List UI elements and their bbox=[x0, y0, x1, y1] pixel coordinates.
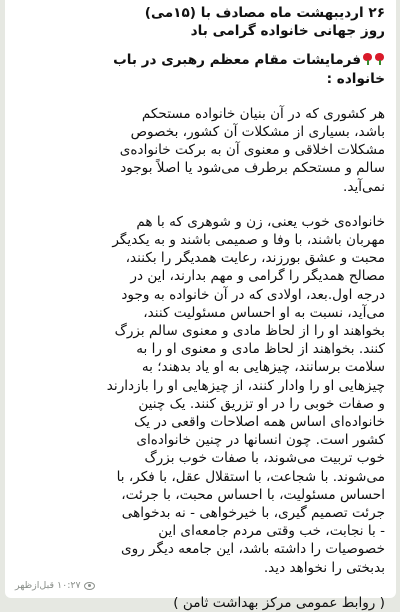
source-footer: ( روابط عمومی مرکز بهداشت ثامن ) bbox=[173, 594, 385, 611]
paragraph-line: - با نجابت، خب وقتی مردم جامعه‌ای این bbox=[158, 523, 385, 540]
eye-icon bbox=[84, 582, 95, 590]
paragraph-line: خانواده‌ی خوب یعنی، زن و شوهری که با هم bbox=[136, 213, 385, 230]
paragraph-line: سلامت برسانند، چیزهایی به او یاد بدهند؛ به bbox=[141, 359, 385, 376]
rose-icon bbox=[374, 53, 385, 65]
paragraph-line: چیزهایی او را وادار کنند، از چیزهایی او را بازدارند bbox=[106, 377, 385, 394]
paragraph-line: مصالح همدیگر را گرامی و مهم بدارند، این در bbox=[130, 268, 385, 285]
paragraph-line: احساس مسئولیت، با احساس محبت، با جرئت، bbox=[121, 486, 385, 503]
paragraph-line: سالم و مستحکم برطرف می‌شود یا اصلاً بوجود bbox=[120, 160, 385, 177]
paragraph-line: محبت و عشق بورزند، رعایت همدیگر را بکنند، bbox=[125, 250, 385, 267]
paragraph-line: بخواهند او را از لحاظ مادی و معنوی سالم بزرگ bbox=[114, 323, 385, 340]
paragraph-line: خانواده‌ای اساس همه اصلاحات واقعی در یک bbox=[134, 414, 385, 431]
rose-icon bbox=[362, 53, 373, 65]
paragraph-line: کشور است. چون انسانها در چنین خانواده‌ای bbox=[136, 432, 385, 449]
paragraph-line: و صفات خوبی را در او تزریق کنند. یک چنین bbox=[138, 395, 385, 412]
paragraph-line: جرئت تصمیم گیری، با خیرخواهی - نه بدخواهی bbox=[121, 505, 385, 522]
paragraph-1 bbox=[14, 105, 385, 196]
quote-title-line-2: خانواده : bbox=[326, 70, 385, 87]
header-line-date: ۲۶ اردیبهشت ماه مصادف با (۱۵می) bbox=[144, 5, 385, 21]
paragraph-line: خصوصیات را داشته باشد، این جامعه دیگر روی bbox=[120, 541, 385, 558]
paragraph-line: هر کشوری که در آن بنیان خانواده مستحکم bbox=[141, 105, 385, 122]
paragraph-line: باشد، بسیاری از مشکلات آن کشور، بخصوص bbox=[130, 124, 385, 141]
paragraph-line: خوب تربیت می‌شوند، با صفات خوب بزرگ bbox=[144, 450, 385, 467]
message-time: قبل‌ازظهر bbox=[15, 579, 55, 591]
header-line-family-day: روز جهانی خانواده گرامی باد bbox=[190, 23, 385, 40]
paragraph-line: می‌شوند. با شجاعت، با استقلال عقل، با فکر، با bbox=[116, 468, 385, 485]
paragraph-line: مشکلات اخلاقی و معنوی آن به برکت خانواده‌ی bbox=[119, 142, 385, 159]
view-count: ۱۰:۲۷ bbox=[57, 579, 81, 591]
paragraph-line: بدبختی را نخواهد دید. bbox=[263, 559, 385, 576]
paragraph-line: کنند. بخواهند از لحاظ مادی و معنوی او را به bbox=[136, 341, 385, 358]
paragraph-line: مهربان باشند، با وفا و صمیمی باشند و به یکدیگر bbox=[112, 232, 385, 249]
paragraph-line: نمی‌آید. bbox=[343, 178, 385, 195]
quote-title-text: فرمایشات مقام معظم رهبری در باب bbox=[113, 52, 361, 69]
paragraph-line: درجه اول.بعد، اولادی که در آن خانواده به وجود bbox=[121, 286, 385, 303]
message-meta bbox=[15, 577, 95, 595]
paragraph-line: می‌آید، نسبت به او احساس مسئولیت کنند، bbox=[143, 304, 385, 321]
message-bubble[interactable] bbox=[5, 0, 396, 611]
paragraph-2 bbox=[14, 213, 385, 577]
quote-title-line-1 bbox=[14, 51, 385, 69]
